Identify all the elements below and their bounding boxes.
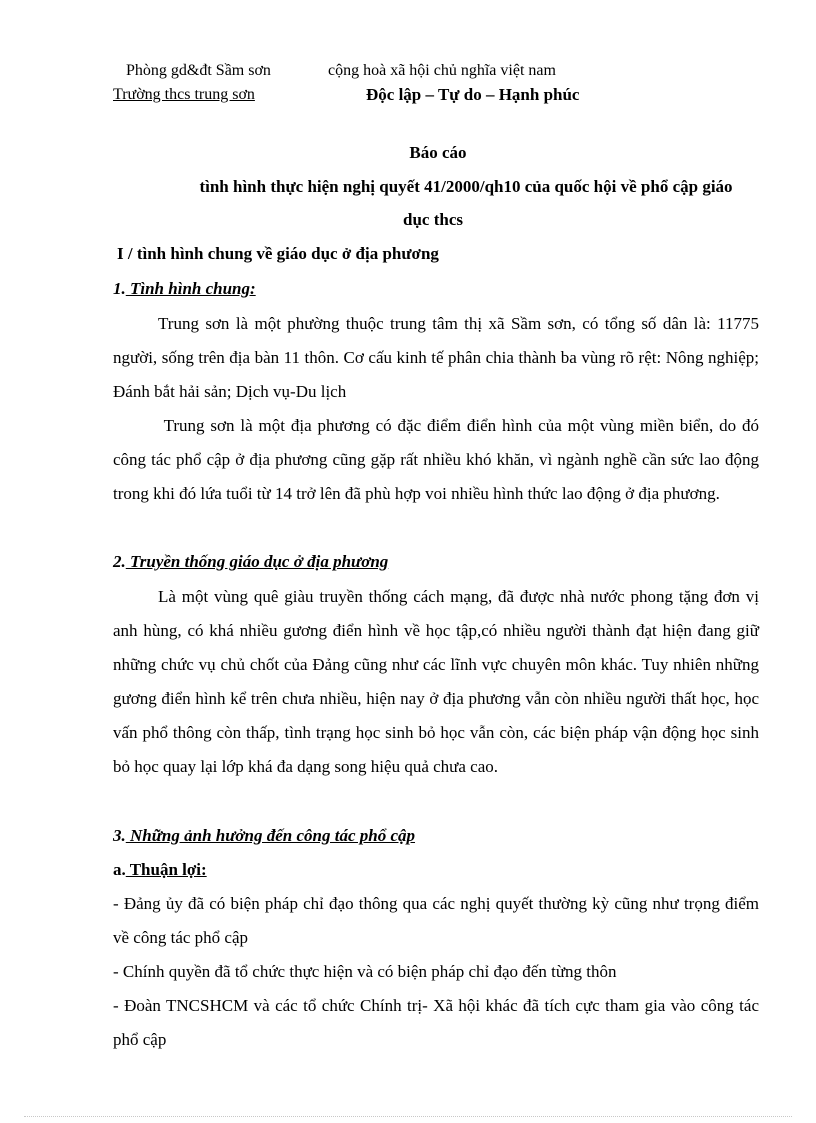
section2-number: 2. xyxy=(113,552,126,571)
section1-paragraph2-text: Trung sơn là một địa phương có đặc điểm điển hình của một vùng miền biển, do đó công tác phổ cập ở địa phương cũng gặp rất nhiều khó khăn, vì ngành nghề cần sức lao động trong khi đó lứa tuổi từ 14 trở lên đã phù hợp voi nhiều hình thức lao động ở địa phương. xyxy=(113,416,759,503)
subsection-a-heading xyxy=(113,860,207,880)
national-name: cộng hoà xã hội chủ nghĩa việt nam xyxy=(328,62,556,79)
section3-title: Những ảnh hưởng đến công tác phổ cập xyxy=(125,826,416,845)
section2-heading xyxy=(113,552,388,572)
section2-title: Truyền thống giáo dục ở địa phương xyxy=(125,552,389,571)
section-main-heading: I / tình hình chung về giáo dục ở địa phương xyxy=(117,244,439,263)
subsection-a-title: Thuận lợi: xyxy=(125,860,207,879)
department-name: Phòng gd&đt Sầm sơn xyxy=(126,62,271,79)
advantage-item-2: - Chính quyền đã tổ chức thực hiện và có biện pháp chỉ đạo đến từng thôn xyxy=(113,962,617,981)
subsection-a-label: a. xyxy=(113,860,126,879)
section1-number: 1. xyxy=(113,279,126,298)
section1-paragraph1-text: Trung sơn là một phường thuộc trung tâm thị xã Sầm sơn, có tổng số dân là: 11775 người, sống trên địa bàn 11 thôn. Cơ cấu kinh tế phân chia thành ba vùng rõ rệt: Nông nghiệp; Đánh bắt hải sản; Dịch vụ-Du lịch xyxy=(113,314,759,401)
national-motto: Độc lập – Tự do – Hạnh phúc xyxy=(366,85,580,104)
section3-number: 3. xyxy=(113,826,126,845)
report-title: Báo cáo xyxy=(409,143,467,162)
report-subtitle-line1: tình hình thực hiện nghị quyết 41/2000/qh10 của quốc hội về phổ cập giáo xyxy=(199,177,733,196)
section1-paragraph2 xyxy=(113,409,759,511)
page-bottom-divider xyxy=(24,1116,792,1117)
section2-paragraph-text: Là một vùng quê giàu truyền thống cách mạng, đã được nhà nước phong tặng đơn vị anh hùng, có khá nhiều gương điển hình về học tập,có nhiều người thành đạt hiện đang giữ những chức vụ chủ chốt của Đảng cũng như các lĩnh vực chuyên môn khác. Tuy nhiên những gương điển hình kể trên chưa nhiều, hiện nay ở địa phương vẫn còn nhiều người thất học, học vấn phổ thông còn thấp, tình trạng học sinh bỏ học vẫn còn, các biện pháp vận động học sinh bỏ học quay lại lớp khá đa dạng song hiệu quả chưa cao. xyxy=(113,587,759,776)
school-name: Trường thcs trung sơn xyxy=(113,86,255,103)
section1-title: Tình hình chung: xyxy=(125,279,256,298)
advantage-item-3: - Đoàn TNCSHCM và các tổ chức Chính trị- Xã hội khác đã tích cực tham gia vào công tác phổ cập xyxy=(113,996,759,1049)
advantage-item-1: - Đảng ủy đã có biện pháp chỉ đạo thông qua các nghị quyết thường kỳ cũng như trọng điểm về công tác phổ cập xyxy=(113,894,759,947)
section3-heading xyxy=(113,826,415,846)
section1-heading xyxy=(113,279,256,299)
report-subtitle-line2: dục thcs xyxy=(403,210,463,229)
section1-paragraph1 xyxy=(113,307,759,409)
section2-paragraph xyxy=(113,580,759,784)
